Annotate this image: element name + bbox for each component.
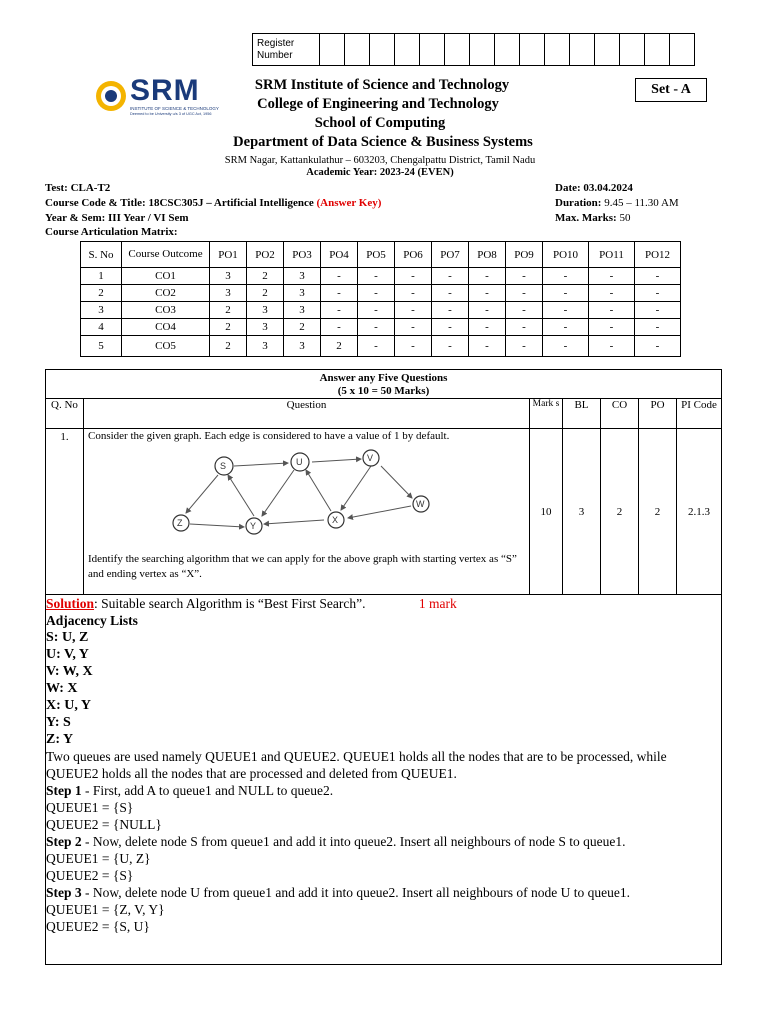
marks-line: (5 x 10 = 50 Marks): [337, 385, 430, 397]
register-number-box: [252, 33, 695, 66]
logo-subtext: INSTITUTE OF SCIENCE & TECHNOLOGY: [130, 106, 219, 111]
set-badge: Set - A: [635, 78, 707, 102]
edge-w-x: [348, 506, 411, 518]
instruction-cell: [46, 370, 722, 399]
node-label-s: S: [220, 461, 227, 471]
node-label-z: Z: [177, 518, 183, 528]
exam-duration: Duration: 9.45 – 11.30 AM: [555, 197, 679, 209]
po-header-row: S. No Course Outcome PO1 PO2 PO3 PO4 PO5 PO6 PO7 PO8 PO9 PO10 PO11 PO12: [81, 242, 681, 268]
logo-tagline: Deemed to be University u/s 3 of UGC Act, 1956: [130, 112, 212, 116]
articulation-title: Course Articulation Matrix:: [45, 226, 178, 238]
edge-y-s: [228, 475, 254, 516]
question-text: Consider the given graph. Each edge is considered to have a value of 1 by default.: [88, 430, 450, 442]
academic-year: Academic Year: 2023-24 (EVEN): [306, 167, 454, 178]
step2-queue1: QUEUE1 = {U, Z}: [46, 851, 151, 866]
adjacency-item: W: X: [46, 681, 78, 696]
node-label-w: W: [416, 499, 425, 509]
exam-date: Date: 03.04.2024: [555, 182, 633, 194]
adjacency-item: Y: S: [46, 715, 71, 730]
edge-s-z: [186, 475, 218, 513]
step3-queue1: QUEUE1 = {Z, V, Y}: [46, 902, 165, 917]
marks-value: 10: [530, 429, 563, 595]
step3-queue2: QUEUE2 = {S, U}: [46, 919, 150, 934]
solution-row: [46, 595, 722, 965]
department-name: Department of Data Science & Business Systems: [233, 134, 533, 150]
question-cell: [84, 429, 530, 595]
edge-u-v: [312, 459, 361, 462]
edge-s-u: [234, 463, 288, 466]
register-number-label: Register Number: [253, 34, 320, 66]
test-label: Test: CLA-T2: [45, 182, 111, 194]
adjacency-item: Z: Y: [46, 732, 74, 747]
solution-text: : Suitable search Algorithm is “Best First Search”.: [94, 596, 366, 611]
max-marks: Max. Marks: 50: [555, 212, 631, 224]
school-name: School of Computing: [314, 115, 446, 131]
logo-text: SRM: [130, 74, 200, 107]
institute-name: SRM Institute of Science and Technology: [254, 77, 510, 93]
address: SRM Nagar, Kattankulathur – 603203, Chengalpattu District, Tamil Nadu: [224, 155, 536, 166]
po-row: 1 CO1 3 2 3 - - - - - - - - -: [81, 268, 681, 285]
step1-queue1: QUEUE1 = {S}: [46, 800, 134, 815]
bl-value: 3: [563, 429, 601, 595]
adjacency-item: X: U, Y: [46, 698, 91, 713]
edge-v-x: [341, 466, 371, 510]
answer-key-tag: (Answer Key): [316, 197, 382, 209]
adjacency-list: [46, 629, 721, 748]
po-row: 4 CO4 2 3 2 - - - - - - - - -: [81, 319, 681, 336]
question-text-2: Identify the searching algorithm that we can apply for the above graph with starting vertex as “S” and ending vertex as “X”.: [88, 553, 517, 580]
question-header-row: Q. No Question Mark s BL CO PO PI Code: [46, 399, 722, 429]
po-row: 3 CO3 2 3 3 - - - - - - - - -: [81, 302, 681, 319]
solution-mark: 1 mark: [418, 596, 457, 611]
po-value: 2: [639, 429, 677, 595]
adjacency-item: S: U, Z: [46, 630, 89, 645]
co-value: 2: [601, 429, 639, 595]
question-table: [45, 369, 722, 965]
edge-z-y: [190, 524, 244, 527]
queue-explanation: Two queues are used namely QUEUE1 and QUEUE2. QUEUE1 holds all the nodes that are to be processed, while QUEUE2 holds all the nodes that are processed and deleted from QUEUE1.: [46, 749, 667, 781]
edge-x-u: [306, 470, 331, 511]
graph-figure: [166, 448, 436, 548]
po-row: 2 CO2 3 2 3 - - - - - - - - -: [81, 285, 681, 302]
pi-code-value: 2.1.3: [677, 429, 722, 595]
edge-v-w: [381, 466, 412, 498]
solution-line: [46, 595, 721, 612]
step-3: Step 3 - Now, delete node U from queue1 and add it into queue2. Insert all neighbours of node U to queue1.: [46, 885, 630, 900]
adjacency-item: V: W, X: [46, 664, 93, 679]
edge-x-y: [264, 520, 324, 524]
solution-cell: [46, 595, 722, 965]
instruction-text: Answer any Five Questions: [319, 372, 448, 384]
adjacency-title: Adjacency Lists: [46, 613, 138, 628]
question-number: 1.: [46, 429, 84, 595]
node-label-x: X: [332, 515, 339, 525]
solution-label: Solution: [46, 596, 95, 611]
step2-queue2: QUEUE2 = {S}: [46, 868, 134, 883]
step1-queue2: QUEUE2 = {NULL}: [46, 817, 162, 832]
question-row: [46, 429, 722, 595]
po-row: 5 CO5 2 3 3 2 - - - - - - - -: [81, 336, 681, 357]
edge-u-y: [262, 470, 294, 516]
step-2: Step 2 - Now, delete node S from queue1 and add it into queue2. Insert all neighbours of node S to queue1.: [46, 834, 626, 849]
node-label-u: U: [296, 457, 303, 467]
adjacency-item: U: V, Y: [46, 647, 89, 662]
course-title: Course Code & Title: 18CSC305J – Artificial Intelligence (Answer Key): [45, 197, 382, 209]
node-label-y: Y: [250, 521, 257, 531]
step-1: Step 1 - First, add A to queue1 and NULL to queue2.: [46, 783, 334, 798]
year-sem: Year & Sem: III Year / VI Sem: [45, 212, 189, 224]
articulation-matrix: [80, 241, 681, 357]
college-name: College of Engineering and Technology: [257, 96, 499, 112]
node-label-v: V: [367, 453, 374, 463]
